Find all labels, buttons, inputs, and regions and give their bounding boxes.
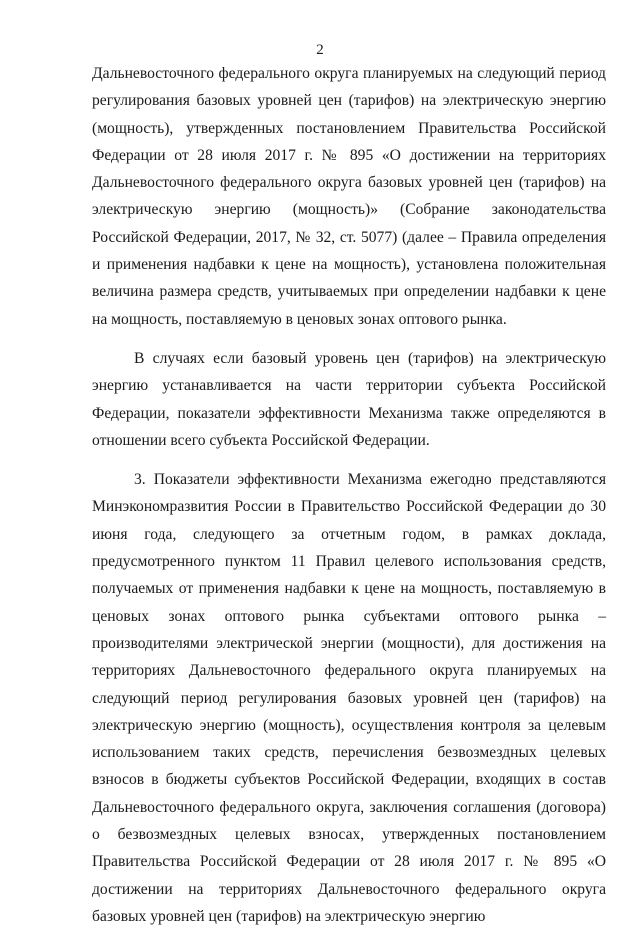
paragraph-regional-base-level: В случаях если базовый уровень цен (тарифов) на электрическую энергию устанавливается на части территории субъекта Российской Федерации, показатели эффективности Механизма также определяются в отношении всего субъекта Российской Федерации. [92,349,606,449]
paragraph-gap [92,454,606,466]
paragraph-gap [92,333,606,345]
page-number: 2 [316,42,324,58]
paragraph-item-3: 3. Показатели эффективности Механизма ежегодно представляются Минэкономразвития России в Правительство Российской Федерации до 30 июня года, следующего за отчетным годом, в рамках доклада, предусмотренного пунктом 11 Правил целевого использования средств, получаемых от применения надбавки к цене на мощность, поставляемую в ценовых зонах оптового рынка субъектами оптового рынка – производителями электрической энергии (мощности), для достижения на территориях Дальневосточного федерального округа планируемых на следующий период регулирования базовых уровней цен (тарифов) на электрическую энергию (мощность), осуществления контроля за целевым использованием таких средств, перечисления безвозмездных целевых взносов в бюджеты субъектов Российской Федерации, входящих в состав Дальневосточного федерального округа, заключения соглашения (договора) о безвозмездных целевых взносах, утвержденных постановлением Правительства Российской Федерации от 28 июля 2017 г. № 895 «О достижении на территориях Дальневосточного федерального округа базовых уровней цен (тарифов) на электрическую энергию [92,471,606,925]
document-body [92,60,606,930]
paragraph-continuation: Дальневосточного федерального округа планируемых на следующий период регулирования базовых уровней цен (тарифов) на электрическую энергию (мощность), утвержденных постановлением Правительства Российской Федерации от 28 июля 2017 г. № 895 «О достижении на территориях Дальневосточного федерального округа базовых уровней цен (тарифов) на электрическую энергию (мощность)» (Собрание законодательства Российской Федерации, 2017, № 32, ст. 5077) (далее – Правила определения и применения надбавки к цене на мощность), установлена положительная величина размера средств, учитываемых при определении надбавки к цене на мощность, поставляемую в ценовых зонах оптового рынка. [92,65,606,328]
